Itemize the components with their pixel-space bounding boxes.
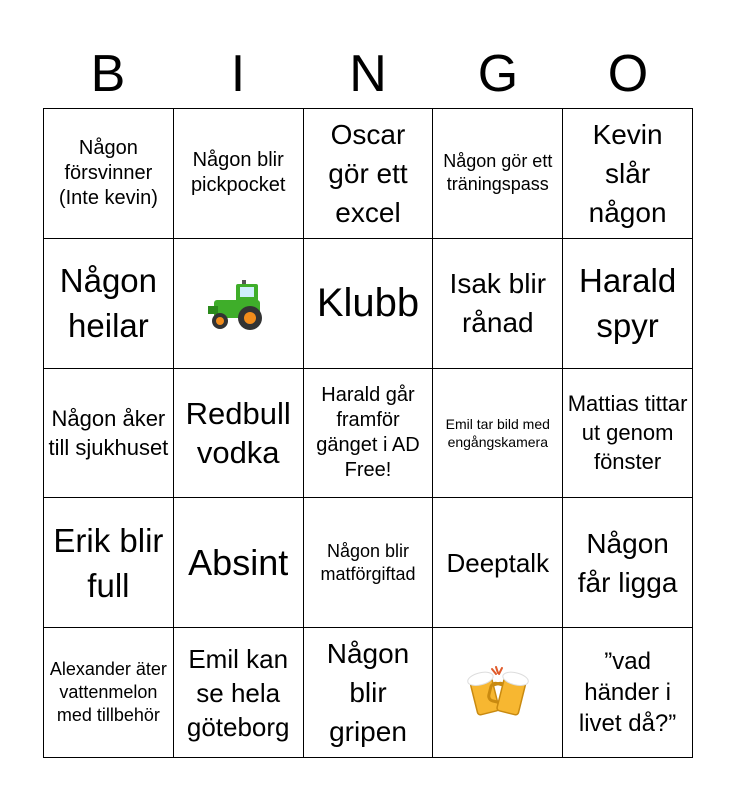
cell-text: Någon blir matförgiftad [320,540,416,584]
bingo-cell[interactable] [44,498,174,628]
tractor-icon [204,274,272,332]
bingo-cell[interactable] [174,628,304,758]
free-cell-tractor[interactable] [174,239,304,369]
cell-text: Någon heilar [59,262,158,345]
bingo-cell[interactable] [433,369,563,499]
cell-text: Alexander äter vattenmelon med tillbehör [49,659,167,726]
bingo-cell[interactable] [44,109,174,239]
cell-text: Emil tar bild med engångskamera [445,415,550,450]
cell-text: Klubb [316,281,420,326]
bingo-cell[interactable] [563,369,693,499]
bingo-cell[interactable] [304,628,434,758]
header-letter-g: G [477,45,519,103]
free-cell-beer[interactable] [433,628,563,758]
cell-text: Deeptalk [446,547,550,578]
cell-text: Någon blir gripen [326,638,410,748]
cell-text: ”vad händer i livet då?” [578,648,677,738]
header-letter-b: B [90,45,126,103]
cell-text: Kevin slår någon [588,118,667,228]
cell-text: Absint [188,541,289,583]
bingo-cell[interactable] [433,239,563,369]
bingo-cell[interactable] [563,628,693,758]
cell-text: Erik blir full [53,521,164,604]
bingo-cell[interactable] [304,239,434,369]
cell-text: Emil kan se hela göteborg [186,643,290,742]
cell-text: Harald går framför gänget i AD Free! [316,383,420,481]
cell-text: Någon får ligga [577,527,678,598]
cell-text: Isak blir rånad [449,268,547,339]
header-letter-o: O [607,45,649,103]
bingo-cell[interactable] [44,239,174,369]
cell-text: Redbull vodka [185,395,291,470]
bingo-cell[interactable] [174,109,304,239]
bingo-cell[interactable] [304,498,434,628]
beer-mugs-icon [466,663,530,723]
header-letter-n: N [349,45,387,103]
bingo-grid [43,108,693,758]
cell-text: Någon blir pickpocket [190,149,286,197]
cell-text: Någon försvinner (Inte kevin) [58,136,158,209]
cell-text: Mattias tittar ut genom fönster [567,391,688,475]
cell-text: Oscar gör ett excel [328,118,408,228]
cell-text: Harald spyr [578,262,677,345]
header-letter-i: I [230,45,246,103]
bingo-cell[interactable] [304,369,434,499]
bingo-cell[interactable] [304,109,434,239]
cell-text: Någon gör ett träningspass [443,151,553,195]
bingo-cell[interactable] [563,109,693,239]
bingo-cell[interactable] [174,369,304,499]
bingo-cell[interactable] [433,109,563,239]
bingo-cell[interactable] [563,239,693,369]
cell-text: Någon åker till sjukhuset [48,405,169,460]
bingo-header [43,40,693,108]
bingo-cell[interactable] [563,498,693,628]
bingo-cell[interactable] [44,628,174,758]
bingo-cell[interactable] [174,498,304,628]
bingo-cell[interactable] [44,369,174,499]
bingo-cell[interactable] [433,498,563,628]
